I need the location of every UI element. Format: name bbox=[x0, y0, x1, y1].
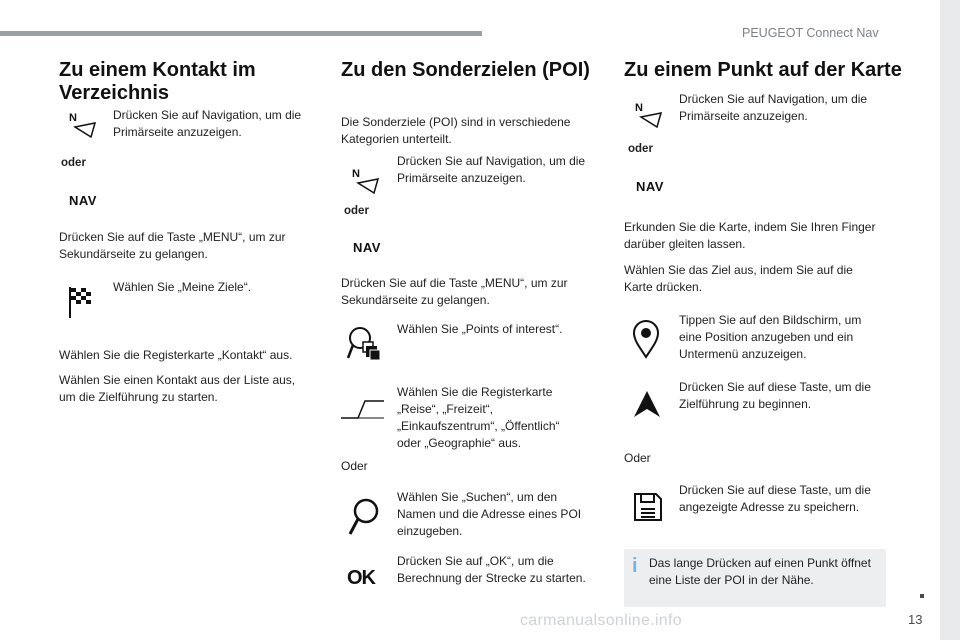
text-line: Primärseite anzuzeigen. bbox=[679, 109, 808, 123]
text-line: Drücken Sie auf die Taste „MENU“, um zur bbox=[59, 230, 286, 244]
section-title-map-point: Zu einem Punkt auf der Karte bbox=[624, 59, 902, 81]
map-pin-icon bbox=[631, 319, 661, 359]
north-arrow-icon bbox=[633, 99, 667, 129]
text-line: Drücken Sie auf die Taste „MENU“, um zur bbox=[341, 276, 568, 290]
text-line: Drücken Sie auf diese Taste, um die bbox=[679, 483, 871, 497]
col1-step4: Wählen Sie die Registerkarte „Kontakt“ aus. bbox=[59, 348, 293, 362]
text-line: Wählen Sie das Ziel aus, indem Sie auf die bbox=[624, 263, 853, 277]
col3-step5 bbox=[679, 379, 871, 413]
title-line-1: Zu einem Kontakt im bbox=[59, 59, 256, 81]
or-label-2: Oder bbox=[341, 459, 368, 473]
text-line: Wählen Sie die Registerkarte bbox=[397, 385, 553, 399]
text-line: Tippen Sie auf den Bildschirm, um bbox=[679, 313, 862, 327]
save-icon bbox=[632, 491, 664, 523]
north-arrow-icon bbox=[67, 109, 101, 139]
text-line: Sekundärseite zu gelangen. bbox=[341, 293, 490, 307]
magnifier-icon bbox=[347, 497, 383, 537]
text-line: Kategorien unterteilt. bbox=[341, 132, 452, 146]
text-line: Wählen Sie einen Kontakt aus der Liste aus, bbox=[59, 373, 296, 387]
text-line: Drücken Sie auf Navigation, um die bbox=[113, 108, 302, 122]
text-line: um die Zielführung zu starten. bbox=[59, 390, 218, 404]
navigation-arrow-icon bbox=[632, 389, 662, 419]
text-line: Die Sonderziele (POI) sind in verschiedene bbox=[341, 115, 571, 129]
svg-text:N: N bbox=[352, 168, 360, 180]
col3-step1 bbox=[679, 91, 867, 125]
info-icon: i bbox=[632, 555, 638, 577]
text-line: Erkunden Sie die Karte, indem Sie Ihren Finger bbox=[624, 220, 876, 234]
text-line: Wählen Sie „Suchen“, um den bbox=[397, 490, 558, 504]
text-line: Drücken Sie auf diese Taste, um die bbox=[679, 380, 871, 394]
or-label: oder bbox=[628, 143, 653, 155]
section-title-poi: Zu den Sonderzielen (POI) bbox=[341, 59, 590, 81]
brand-label: PEUGEOT Connect Nav bbox=[742, 26, 879, 40]
col2-step2 bbox=[341, 275, 568, 309]
header-bar bbox=[0, 31, 482, 36]
points-of-interest-icon bbox=[346, 325, 382, 363]
nav-button-label: NAV bbox=[353, 240, 381, 255]
text-line: Namen und die Adresse eines POI bbox=[397, 507, 582, 521]
text-line: Drücken Sie auf Navigation, um die bbox=[397, 154, 586, 168]
col2-intro bbox=[341, 114, 570, 148]
col3-step6 bbox=[679, 482, 871, 516]
text-line: darüber gleiten lassen. bbox=[624, 237, 746, 251]
text-line: Primärseite anzuzeigen. bbox=[113, 125, 242, 139]
text-line: eine Position anzugeben und ein bbox=[679, 330, 854, 344]
svg-text:N: N bbox=[635, 102, 643, 114]
col3-step2 bbox=[624, 219, 875, 253]
text-line: eine Liste der POI in der Nähe. bbox=[649, 573, 814, 587]
page-marker bbox=[920, 594, 924, 598]
watermark: carmanualsonline.info bbox=[520, 612, 682, 629]
text-line: Berechnung der Strecke zu starten. bbox=[397, 571, 586, 585]
col2-step4 bbox=[397, 384, 560, 452]
north-arrow-icon bbox=[350, 165, 384, 195]
or-label: oder bbox=[344, 205, 369, 217]
text-line: Drücken Sie auf „OK“, um die bbox=[397, 554, 554, 568]
text-line: Sekundärseite zu gelangen. bbox=[59, 247, 208, 261]
text-line: Primärseite anzuzeigen. bbox=[397, 171, 526, 185]
ok-button-label: OK bbox=[347, 567, 375, 589]
col1-step3: Wählen Sie „Meine Ziele“. bbox=[113, 280, 252, 294]
or-label: oder bbox=[61, 157, 86, 169]
text-line: angezeigte Adresse zu speichern. bbox=[679, 500, 860, 514]
checkered-flag-icon bbox=[67, 285, 97, 319]
text-line: einzugeben. bbox=[397, 524, 463, 538]
text-line: Drücken Sie auf Navigation, um die bbox=[679, 92, 868, 106]
or-label-2: Oder bbox=[624, 451, 651, 465]
col3-step4 bbox=[679, 312, 861, 363]
text-line: Karte drücken. bbox=[624, 280, 703, 294]
info-note bbox=[624, 549, 886, 607]
col1-step1 bbox=[113, 107, 301, 141]
col1-step5 bbox=[59, 372, 295, 406]
col2-step3: Wählen Sie „Points of interest“. bbox=[397, 322, 563, 336]
section-title-contact bbox=[59, 59, 256, 105]
tab-icon bbox=[340, 397, 386, 421]
text-line: Zielführung zu beginnen. bbox=[679, 397, 812, 411]
col2-step6 bbox=[397, 553, 586, 587]
nav-button-label: NAV bbox=[636, 179, 664, 194]
page-number: 13 bbox=[908, 612, 923, 627]
text-line: „Reise“, „Freizeit“, bbox=[397, 402, 494, 416]
nav-button-label: NAV bbox=[69, 193, 97, 208]
text-line: Untermenü anzuzeigen. bbox=[679, 347, 807, 361]
right-margin-strip bbox=[940, 0, 960, 640]
col2-step5 bbox=[397, 489, 581, 540]
col2-step1 bbox=[397, 153, 585, 187]
info-note-text bbox=[649, 555, 881, 589]
svg-text:N: N bbox=[69, 112, 77, 124]
text-line: oder „Geographie“ aus. bbox=[397, 436, 522, 450]
col1-step2 bbox=[59, 229, 286, 263]
col3-step3 bbox=[624, 262, 853, 296]
text-line: Das lange Drücken auf einen Punkt öffnet bbox=[649, 556, 871, 570]
title-line-2: Verzeichnis bbox=[59, 82, 170, 104]
text-line: „Einkaufszentrum“, „Öffentlich“ bbox=[397, 419, 560, 433]
